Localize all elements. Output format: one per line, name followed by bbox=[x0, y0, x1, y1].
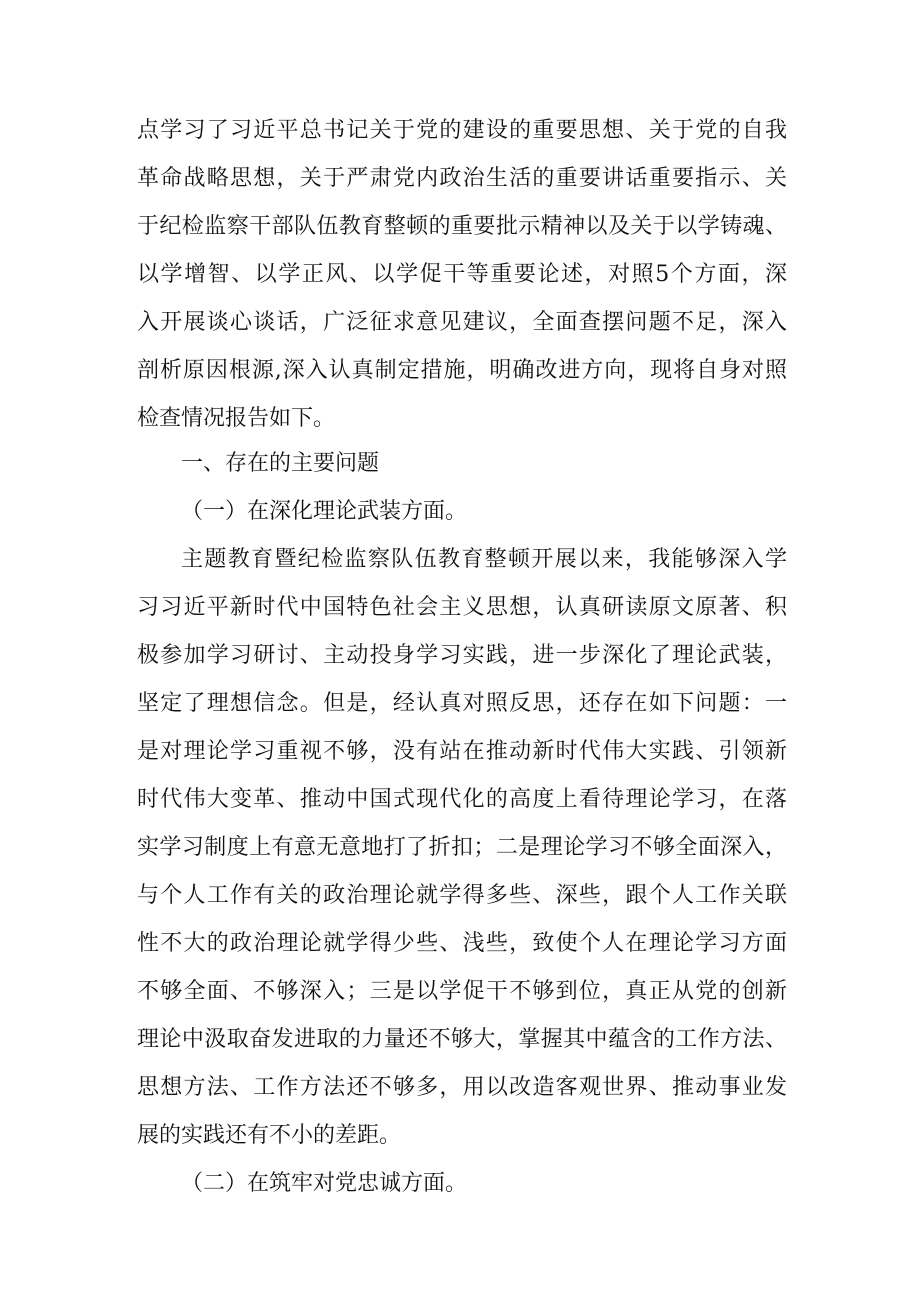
subsection-heading: （一）在深化理论武装方面。 bbox=[181, 499, 468, 524]
paragraph-line: 时代伟大变革、推动中国式现代化的高度上看待理论学习，在落 bbox=[137, 787, 787, 812]
section-heading: 一、存在的主要问题 bbox=[181, 451, 380, 476]
paragraph-line: 习习近平新时代中国特色社会主义思想，认真研读原文原著、积 bbox=[137, 595, 787, 620]
paragraph-line: 坚定了理想信念。但是，经认真对照反思，还存在如下问题：一 bbox=[137, 691, 787, 716]
paragraph-line: 入开展谈心谈话，广泛征求意见建议，全面查摆问题不足，深入 bbox=[137, 310, 787, 335]
subsection-heading: （二）在筑牢对党忠诚方面。 bbox=[181, 1171, 468, 1196]
paragraph-line: 极参加学习研讨、主动投身学习实践，进一步深化了理论武装， bbox=[137, 643, 787, 668]
paragraph-line: 于纪检监察干部队伍教育整顿的重要批示精神以及关于以学铸魂、 bbox=[137, 214, 787, 239]
paragraph-line: 思想方法、工作方法还不够多，用以改造客观世界、推动事业发 bbox=[137, 1075, 787, 1100]
paragraph-line: 以学增智、以学正风、以学促干等重要论述，对照5个方面，深 bbox=[137, 262, 787, 287]
paragraph-line: 实学习制度上有意无意地打了折扣；二是理论学习不够全面深入， bbox=[137, 835, 787, 860]
paragraph-line: 展的实践还有不小的差距。 bbox=[137, 1123, 402, 1148]
paragraph-line: 性不大的政治理论就学得少些、浅些，致使个人在理论学习方面 bbox=[137, 931, 787, 956]
paragraph-line: 检查情况报告如下。 bbox=[137, 406, 336, 431]
paragraph-line: 主题教育暨纪检监察队伍教育整顿开展以来，我能够深入学 bbox=[181, 547, 787, 572]
paragraph-line: 理论中汲取奋发进取的力量还不够大，掌握其中蕴含的工作方法、 bbox=[137, 1027, 787, 1052]
paragraph-line: 是对理论学习重视不够，没有站在推动新时代伟大实践、引领新 bbox=[137, 739, 787, 764]
paragraph-line: 不够全面、不够深入；三是以学促干不够到位，真正从党的创新 bbox=[137, 979, 787, 1004]
paragraph-line: 与个人工作有关的政治理论就学得多些、深些，跟个人工作关联 bbox=[137, 883, 787, 908]
paragraph-line: 剖析原因根源,深入认真制定措施，明确改进方向，现将自身对照 bbox=[137, 358, 787, 383]
paragraph-line: 革命战略思想，关于严肃党内政治生活的重要讲话重要指示、关 bbox=[137, 166, 787, 191]
paragraph-line: 点学习了习近平总书记关于党的建设的重要思想、关于党的自我 bbox=[137, 118, 787, 143]
